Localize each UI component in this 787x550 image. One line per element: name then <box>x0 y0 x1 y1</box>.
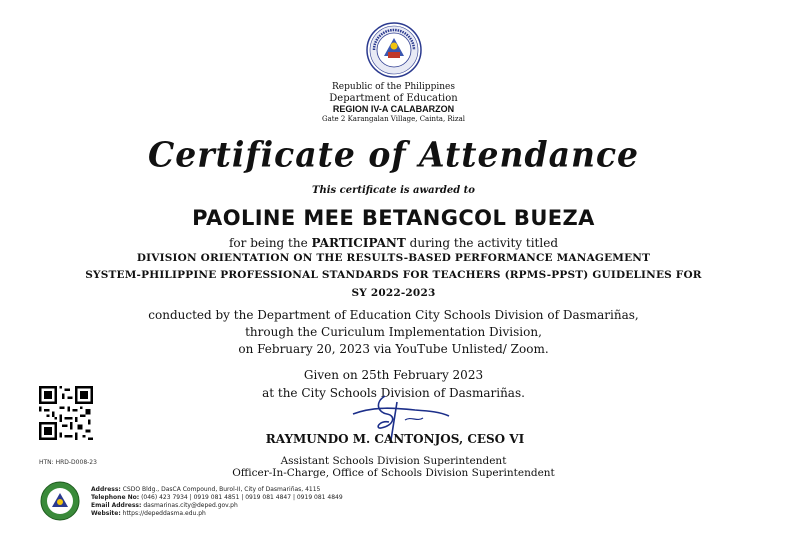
activity-title-line1: DIVISION ORIENTATION ON THE RESULTS-BASED PERFORMANCE MANAGEMENT <box>136 252 651 264</box>
header-address: Gate 2 Karangalan Village, Cainta, Rizal <box>321 115 466 123</box>
conducted-line1: conducted by the Department of Education City Schools Division of Dasmariñas, <box>148 308 639 322</box>
deped-seal-logo <box>366 22 422 78</box>
participation-prefix: for being the <box>228 236 308 250</box>
footer-contact <box>91 486 343 518</box>
awarded-line: This certificate is awarded to <box>312 185 475 196</box>
given-date: Given on 25th February 2023 <box>303 368 484 382</box>
header-republic: Republic of the Philippines <box>332 82 455 92</box>
htn-code: HTN: HRD-D008-23 <box>39 459 97 466</box>
footer-email <box>91 502 343 510</box>
participation-line <box>0 236 787 251</box>
certificate-title: Certificate of Attendance <box>147 134 640 175</box>
footer-email-value[interactable]: dasmarinas.city@deped.gov.ph <box>143 502 238 509</box>
signatory-title1: Assistant Schools Division Superintendent <box>280 455 507 467</box>
conducted-line3: on February 20, 2023 via YouTube Unlisted/ Zoom. <box>238 342 549 356</box>
footer-address-label: Address: <box>91 486 121 493</box>
header-department: Department of Education <box>329 93 458 104</box>
footer-telephone-label: Telephone No: <box>91 494 140 501</box>
qr-code <box>39 386 93 440</box>
conducted-line2: through the Curiculum Implementation Division, <box>245 325 542 339</box>
header-region: REGION IV-A CALABARZON <box>332 104 455 114</box>
footer-telephone <box>91 494 343 502</box>
footer-address-value: CSDO Bldg., DasCA Compound, Burol-II, City of Dasmariñas, 4115 <box>122 486 321 493</box>
participant-role: PARTICIPANT <box>311 236 406 250</box>
division-logo <box>40 481 80 521</box>
activity-title-line3: SY 2022-2023 <box>351 287 436 299</box>
recipient-name: PAOLINE MEE BETANGCOL BUEZA <box>192 206 595 230</box>
footer-website <box>91 510 343 518</box>
participation-suffix: during the activity titled <box>409 236 559 250</box>
activity-title-line2: SYSTEM-PHILIPPINE PROFESSIONAL STANDARDS FOR TEACHERS (RPMS-PPST) GUIDELINES FOR <box>85 269 702 281</box>
footer-address <box>91 486 343 494</box>
signatory-title2: Officer-In-Charge, Office of Schools Division Superintendent <box>232 467 555 479</box>
given-place: at the City Schools Division of Dasmariñas. <box>262 386 525 400</box>
footer-website-value[interactable]: https://depeddasma.edu.ph <box>122 510 206 517</box>
signatory-name: RAYMUNDO M. CANTONJOS, CESO VI <box>265 432 525 446</box>
footer-email-label: Email Address: <box>91 502 142 509</box>
footer-website-label: Website: <box>91 510 121 517</box>
footer-telephone-value: (046) 423 7934 | 0919 081 4851 | 0919 081 4847 | 0919 081 4849 <box>141 494 343 501</box>
